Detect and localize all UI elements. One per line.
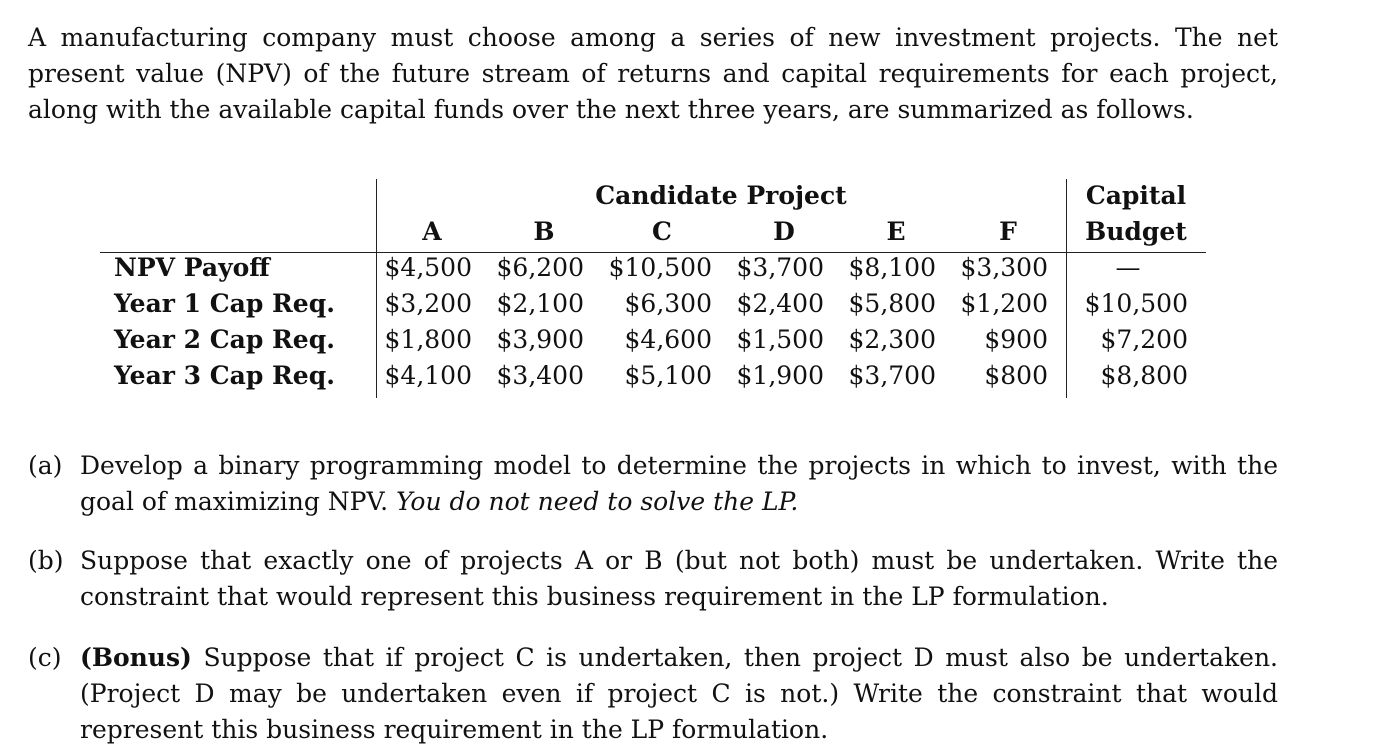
table-budget-year1: $10,500 (1084, 289, 1188, 318)
table-cell-year3-b: $3,400 (496, 361, 584, 390)
table-cell-year2-a: $1,800 (384, 325, 472, 354)
table-cell-npv-payoff-d: $3,700 (736, 253, 824, 282)
project-header-c: C (652, 217, 672, 246)
project-header-d: D (773, 217, 795, 246)
candidate-project-header: Candidate Project (595, 181, 847, 210)
table-cell-npv-payoff-e: $8,100 (848, 253, 936, 282)
table-cell-year2-f: $900 (984, 325, 1048, 354)
capital-header: Capital (1085, 181, 1187, 210)
table-cell-npv-payoff-a: $4,500 (384, 253, 472, 282)
project-header-e: E (886, 217, 906, 246)
question-a (28, 448, 1278, 520)
table-cell-year1-b: $2,100 (496, 289, 584, 318)
table-cell-year1-d: $2,400 (736, 289, 824, 318)
table-cell-year3-f: $800 (984, 361, 1048, 390)
question-c-bonus: (Bonus) (80, 643, 192, 672)
table-cell-year2-d: $1,500 (736, 325, 824, 354)
question-b-text: Suppose that exactly one of projects A or B (but not both) must be undertaken. Write the constraint that would represent this business requirement in the LP formulation. (80, 546, 1278, 611)
project-header-b: B (533, 217, 555, 246)
question-c-label: (c) (28, 643, 62, 672)
question-a-italic-note: You do not need to solve the LP. (396, 487, 799, 516)
table-cell-year1-f: $1,200 (960, 289, 1048, 318)
row-label-year3: Year 3 Cap Req. (114, 361, 335, 390)
table-cell-year1-e: $5,800 (848, 289, 936, 318)
table-budget-npv-payoff: — (1115, 253, 1141, 282)
table-cell-npv-payoff-c: $10,500 (608, 253, 712, 282)
table-budget-year3: $8,800 (1100, 361, 1188, 390)
table-cell-year2-b: $3,900 (496, 325, 584, 354)
capital-budget-table (100, 176, 1206, 398)
table-cell-year3-a: $4,100 (384, 361, 472, 390)
question-c (28, 640, 1278, 748)
questions (28, 448, 1278, 520)
question-b (28, 543, 1278, 615)
table-cell-year3-e: $3,700 (848, 361, 936, 390)
row-label-year1: Year 1 Cap Req. (114, 289, 335, 318)
row-label-year2: Year 2 Cap Req. (114, 325, 335, 354)
question-c-text: Suppose that if project C is undertaken, then project D must also be undertaken. (Project D may be undertaken even if project C is not.) Write the constraint that would represent this business requirement in the LP formulation. (80, 643, 1278, 744)
questions-b-block (28, 543, 1278, 615)
intro-paragraph: A manufacturing company must choose among a series of new investment projects. The net present value (NPV) of the future stream of returns and capital requirements for each project, along with the available capital funds over the next three years, are summarized as follows. (28, 23, 1278, 124)
question-a-text: Develop a binary programming model to determine the projects in which to invest, with the goal of maximizing NPV. (80, 451, 1278, 516)
project-header-f: F (999, 217, 1017, 246)
table-cell-npv-payoff-b: $6,200 (496, 253, 584, 282)
project-header-a: A (422, 217, 442, 246)
table-cell-year3-d: $1,900 (736, 361, 824, 390)
table-cell-year1-c: $6,300 (624, 289, 712, 318)
question-b-label: (b) (28, 546, 64, 575)
table-cell-npv-payoff-f: $3,300 (960, 253, 1048, 282)
budget-header: Budget (1085, 217, 1187, 246)
question-a-label: (a) (28, 451, 63, 480)
table-cell-year3-c: $5,100 (624, 361, 712, 390)
table-cell-year1-a: $3,200 (384, 289, 472, 318)
table-cell-year2-c: $4,600 (624, 325, 712, 354)
questions-c-block (28, 640, 1278, 748)
table-cell-year2-e: $2,300 (848, 325, 936, 354)
row-label-npv-payoff: NPV Payoff (114, 253, 270, 282)
table-budget-year2: $7,200 (1100, 325, 1188, 354)
